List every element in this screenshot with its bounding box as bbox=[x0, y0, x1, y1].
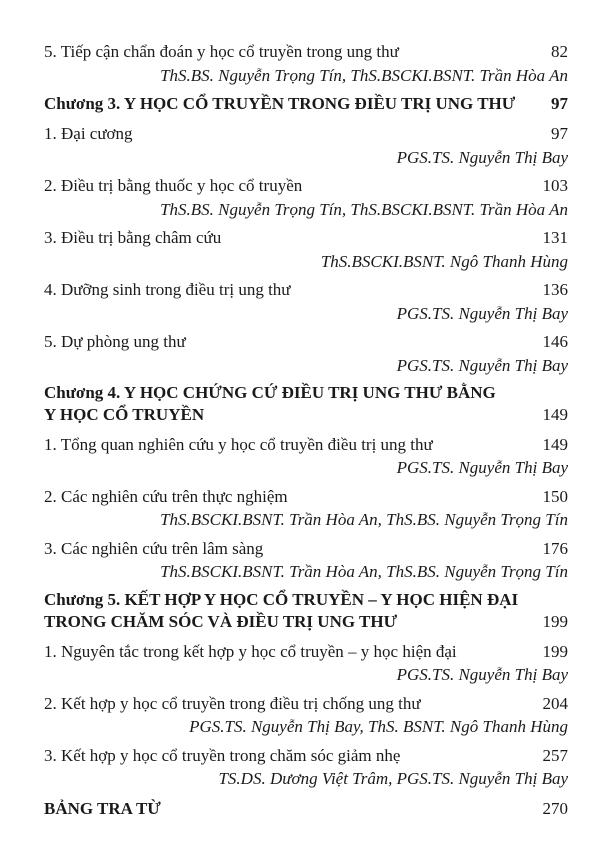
index-title: BẢNG TRA TỪ bbox=[44, 799, 161, 818]
toc-entry-authors: PGS.TS. Nguyễn Thị Bay bbox=[396, 665, 568, 684]
toc-entry bbox=[44, 40, 568, 64]
toc-entry bbox=[44, 692, 568, 716]
toc-entry-authors: PGS.TS. Nguyễn Thị Bay bbox=[396, 304, 568, 323]
toc-entry-authors: PGS.TS. Nguyễn Thị Bay, ThS. BSNT. Ngô Thanh Hùng bbox=[189, 717, 568, 736]
toc-index-heading bbox=[44, 797, 568, 821]
chapter-title: Chương 3. Y HỌC CỔ TRUYỀN TRONG ĐIỀU TRỊ UNG THƯ bbox=[44, 94, 516, 113]
toc-chapter-heading bbox=[44, 92, 568, 116]
toc-entry-title: 1. Tổng quan nghiên cứu y học cổ truyền điều trị ung thư bbox=[44, 435, 433, 454]
toc-entry-authors: PGS.TS. Nguyễn Thị Bay bbox=[396, 356, 568, 375]
toc-entry bbox=[44, 174, 568, 198]
chapter-title-line1: Chương 4. Y HỌC CHỨNG CỨ ĐIỀU TRỊ UNG THƯ BẰNG bbox=[44, 383, 496, 402]
toc-chapter-heading-line1 bbox=[44, 588, 568, 612]
toc-chapter-heading-line2 bbox=[44, 610, 568, 634]
toc-entry-title: 4. Dưỡng sinh trong điều trị ung thư bbox=[44, 280, 291, 299]
toc-entry-page: 103 bbox=[542, 176, 568, 195]
toc-entry-title: 3. Kết hợp y học cổ truyền trong chăm sóc giảm nhẹ bbox=[44, 746, 401, 765]
toc-entry bbox=[44, 278, 568, 302]
toc-entry-title: 3. Điều trị bằng châm cứu bbox=[44, 228, 222, 247]
chapter-page: 149 bbox=[542, 405, 568, 424]
chapter-title-line1: Chương 5. KẾT HỢP Y HỌC CỔ TRUYỀN – Y HỌC HIỆN ĐẠI bbox=[44, 590, 519, 609]
toc-entry bbox=[44, 433, 568, 457]
toc-entry-title: 5. Tiếp cận chẩn đoán y học cổ truyền trong ung thư bbox=[44, 42, 399, 61]
toc-entry-authors: PGS.TS. Nguyễn Thị Bay bbox=[396, 458, 568, 477]
toc-entry-page: 199 bbox=[542, 642, 568, 661]
toc-entry-page: 176 bbox=[542, 539, 568, 558]
toc-entry-page: 131 bbox=[542, 228, 568, 247]
toc-entry bbox=[44, 744, 568, 768]
toc-entry-title: 2. Điều trị bằng thuốc y học cổ truyền bbox=[44, 176, 303, 195]
toc-chapter-heading-line2 bbox=[44, 403, 568, 427]
toc-chapter-heading-line1 bbox=[44, 381, 568, 405]
toc-entry-authors: TS.DS. Dương Việt Trâm, PGS.TS. Nguyễn Thị Bay bbox=[218, 769, 568, 788]
toc-entry bbox=[44, 485, 568, 509]
toc-entry-page: 82 bbox=[551, 42, 568, 61]
toc-entry-page: 136 bbox=[542, 280, 568, 299]
toc-entry-authors: ThS.BSCKI.BSNT. Trần Hòa An, ThS.BS. Nguyễn Trọng Tín bbox=[160, 562, 568, 581]
toc-entry-title: 5. Dự phòng ung thư bbox=[44, 332, 186, 351]
chapter-title-line2: Y HỌC CỔ TRUYỀN bbox=[44, 405, 205, 424]
toc-entry-title: 1. Đại cương bbox=[44, 124, 133, 143]
toc-entry-page: 204 bbox=[542, 694, 568, 713]
toc-entry-authors: ThS.BS. Nguyễn Trọng Tín, ThS.BSCKI.BSNT. Trần Hòa An bbox=[160, 66, 568, 85]
toc-entry-authors: PGS.TS. Nguyễn Thị Bay bbox=[396, 148, 568, 167]
toc-entry bbox=[44, 226, 568, 250]
toc-entry bbox=[44, 640, 568, 664]
toc-entry-page: 149 bbox=[542, 435, 568, 454]
toc-entry-title: 1. Nguyên tắc trong kết hợp y học cổ truyền – y học hiện đại bbox=[44, 642, 457, 661]
toc-entry-page: 97 bbox=[551, 124, 568, 143]
chapter-page: 199 bbox=[542, 612, 568, 631]
toc-entry-authors: ThS.BSCKI.BSNT. Ngô Thanh Hùng bbox=[320, 252, 568, 271]
toc-entry-authors: ThS.BSCKI.BSNT. Trần Hòa An, ThS.BS. Nguyễn Trọng Tín bbox=[160, 510, 568, 529]
toc-entry-authors: ThS.BS. Nguyễn Trọng Tín, ThS.BSCKI.BSNT. Trần Hòa An bbox=[160, 200, 568, 219]
toc-entry-title: 2. Kết hợp y học cổ truyền trong điều trị chống ung thư bbox=[44, 694, 421, 713]
chapter-page: 97 bbox=[551, 94, 568, 113]
toc-entry bbox=[44, 537, 568, 561]
toc-entry-title: 2. Các nghiên cứu trên thực nghiệm bbox=[44, 487, 288, 506]
toc-entry bbox=[44, 330, 568, 354]
toc-entry-title: 3. Các nghiên cứu trên lâm sàng bbox=[44, 539, 264, 558]
toc-entry-page: 257 bbox=[542, 746, 568, 765]
chapter-title-line2: TRONG CHĂM SÓC VÀ ĐIỀU TRỊ UNG THƯ bbox=[44, 612, 398, 631]
toc-entry-page: 150 bbox=[542, 487, 568, 506]
toc-entry-page: 146 bbox=[542, 332, 568, 351]
index-page: 270 bbox=[542, 799, 568, 818]
toc-entry bbox=[44, 122, 568, 146]
